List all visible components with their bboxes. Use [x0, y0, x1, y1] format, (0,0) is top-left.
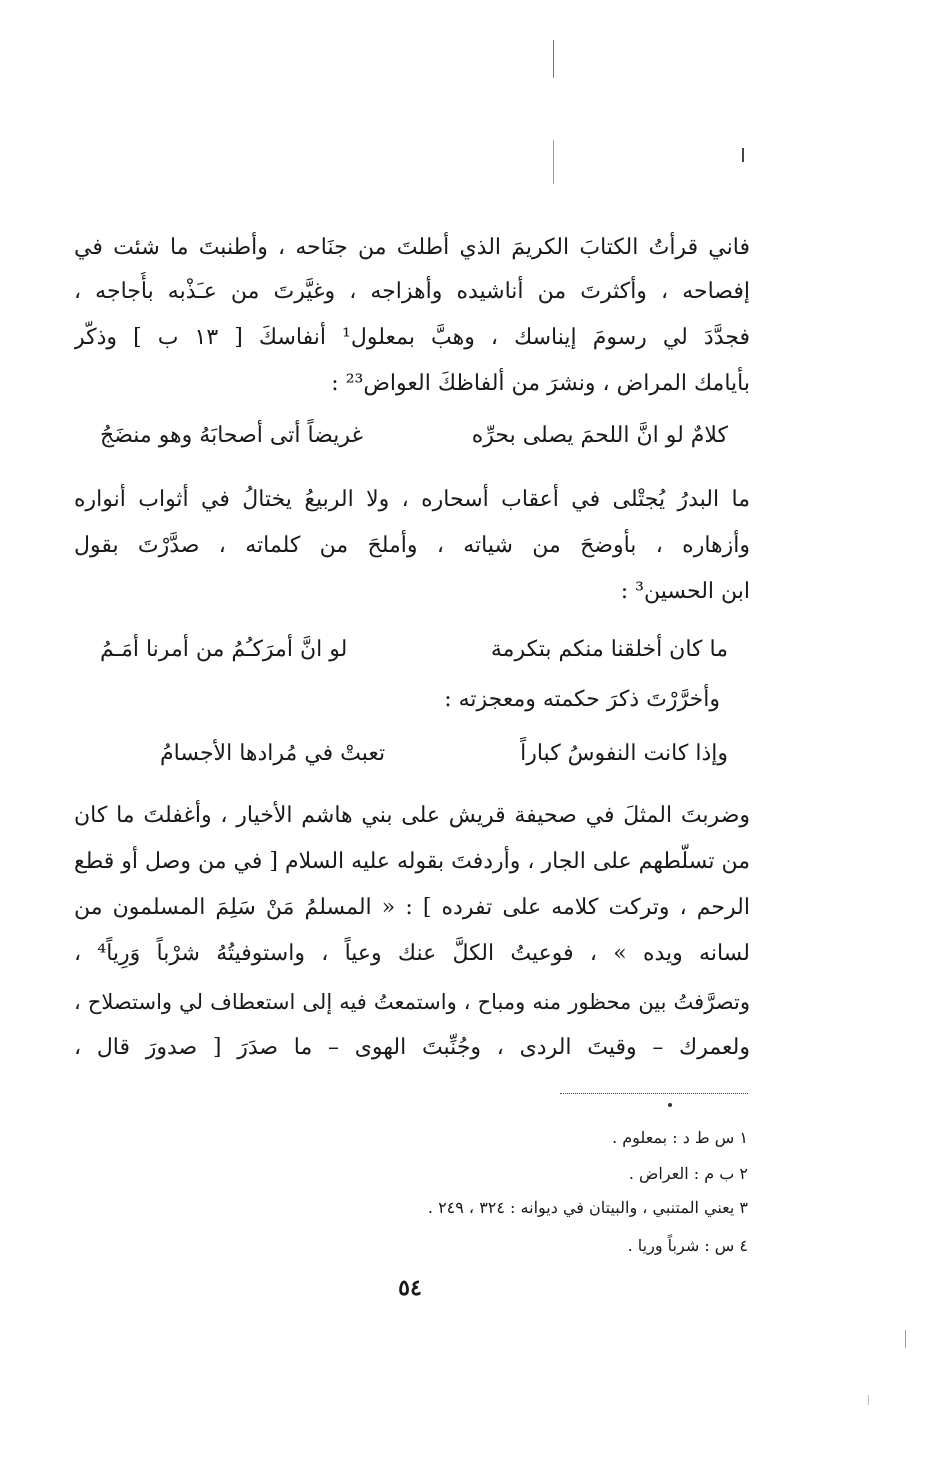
verse-hemistich-first: وإذا كانت النفوسُ كباراً	[520, 741, 728, 766]
footnote-3: ٣ يعني المتنبي ، والبيتان في ديوانه : ٣٢٤ ، ٢٤٩ .	[427, 1198, 748, 1217]
body-line: إفصاحه ، وأكثرتَ من أناشيده وأهزاجه ، وغيَّرتَ من عـَذْبه بأُجاجه ،	[74, 279, 750, 304]
body-line: من تسلّطهم على الجار ، وأردفتَ بقوله عليه السلام [ في من وصل أو قطع	[74, 849, 750, 874]
body-line: وأزهاره ، بأوضحَ من شياته ، وأملحَ من كلماته ، صدَّرْتَ بقول	[74, 533, 750, 558]
body-line: ما البدرُ يُجتْلى في أعقاب أسحاره ، ولا الربيعُ يختالُ في أثواب أنواره	[74, 487, 750, 512]
verse-hemistich-second: تعبتْ في مُرادها الأجسامُ	[160, 741, 386, 766]
scan-mark-mid	[553, 140, 554, 184]
body-line: ولعمرك – وقيتَ الردى ، وجُنِّبتَ الهوى – ما صدَرَ [ صدورَ قال ،	[74, 1035, 750, 1060]
body-line: لسانه ويده » ، فوعيتُ الكلَّ عنك وعياً ، واستوفيتُهُ شرْباً وَرِياً⁴ ،	[74, 941, 750, 966]
verse-line	[100, 734, 728, 774]
footnote-4: ٤ س : شرباً وريا .	[627, 1236, 748, 1255]
footnote-rule	[560, 1093, 748, 1094]
scan-mark-top	[553, 40, 554, 78]
body-line: وتصرَّفتُ بين محظور منه ومباح ، واستمعتُ فيه إلى استعطاف لي واستصلاح ،	[74, 990, 750, 1014]
footnote-1: ١ س ط د : بمعلوم .	[612, 1128, 748, 1147]
footnote-2: ٢ ب م : العراض .	[628, 1164, 748, 1183]
page-number: ٥٤	[398, 1275, 422, 1301]
body-line: الرحم ، وتركت كلامه على تفرده ] : « المسلمُ مَنْ سَلِمَ المسلمون من	[74, 895, 750, 920]
crop-mark	[868, 1395, 869, 1405]
body-line: بأيامك المراض ، ونشرَ من ألفاظكَ العواض²³ :	[331, 371, 750, 396]
verse-hemistich-second: غريضاً أتى أصحابَهُ وهو منضَجُ	[100, 423, 364, 448]
verse-tail-line: وأخرَّرْتَ ذكرَ حكمته ومعجزته :	[444, 687, 720, 712]
crop-mark	[905, 1330, 906, 1348]
body-line: فاني قرأتُ الكتابَ الكريمَ الذي أطلتَ من جنَاحه ، وأطنبتَ ما شئت في	[74, 235, 750, 260]
verse-line	[100, 416, 728, 456]
body-line: وضربتَ المثلَ في صحيفة قريش على بني هاشم الأخيار ، وأغفلتَ ما كان	[74, 803, 750, 828]
verse-hemistich-second: لو انَّ أمرَكـُمُ من أمرنا أمَـمُ	[100, 637, 348, 662]
footnote-rule-dot	[668, 1103, 672, 1107]
body-line: ابن الحسين³ :	[620, 579, 750, 604]
scan-mark-right	[742, 148, 744, 162]
verse-line	[100, 630, 728, 670]
verse-hemistich-first: ما كان أخلقنا منكم بتكرمة	[490, 637, 728, 662]
verse-hemistich-first: كلامٌ لو انَّ اللحمَ يصلى بحرِّه	[471, 423, 728, 448]
body-line: فجدَّدَ لي رسومَ إيناسك ، وهبَّ بمعلول¹ أنفاسكَ [ ١٣ ب ] وذكّر	[74, 325, 750, 350]
